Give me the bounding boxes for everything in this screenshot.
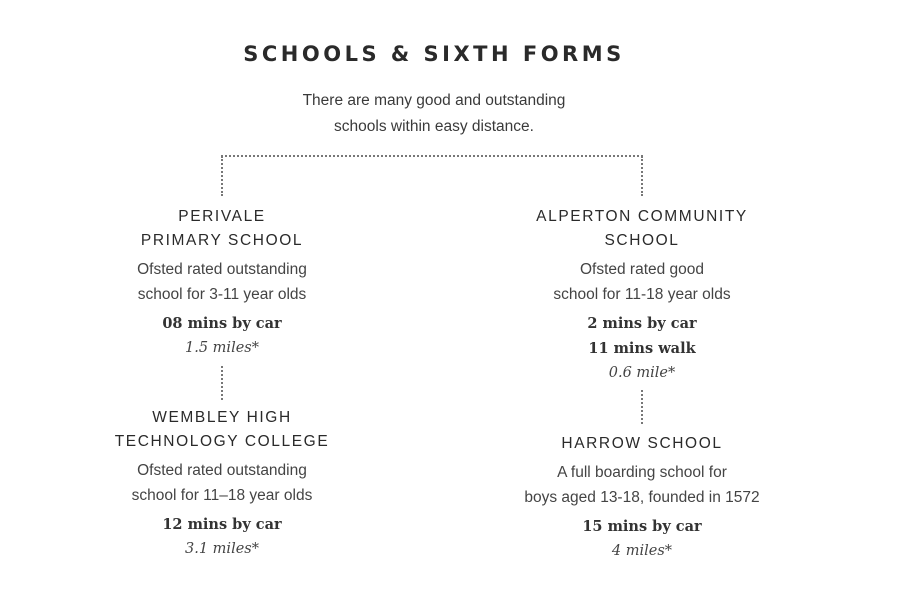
school-description-line: school for 11–18 year olds — [131, 487, 313, 504]
top-connector — [221, 155, 643, 157]
school-name-line: ALPERTON COMMUNITY — [536, 208, 748, 225]
school-name-line: PERIVALE — [178, 208, 266, 225]
school-name-line: PRIMARY SCHOOL — [140, 232, 304, 249]
left-branch-connector — [221, 156, 223, 196]
distance: 3.1 miles* — [185, 541, 259, 557]
distance: 1.5 miles* — [185, 340, 259, 356]
intro-line-1: There are many good and outstanding — [302, 92, 566, 109]
travel-time: 11 mins walk — [588, 340, 696, 357]
school-description-line: A full boarding school for — [557, 464, 727, 481]
school-name-line: WEMBLEY HIGH — [152, 409, 292, 426]
school-description-line: boys aged 13-18, founded in 1572 — [524, 489, 760, 506]
school-description-line: school for 11-18 year olds — [553, 286, 731, 303]
intro-line-2: schools within easy distance. — [334, 118, 534, 135]
page-title: SCHOOLS & SIXTH FORMS — [243, 42, 625, 66]
school-description-line: Ofsted rated outstanding — [137, 462, 307, 479]
travel-time: 12 mins by car — [162, 516, 282, 533]
right-column-connector — [641, 390, 643, 424]
travel-time: 08 mins by car — [162, 315, 282, 332]
right-branch-connector — [641, 156, 643, 196]
school-name-line: SCHOOL — [604, 232, 680, 249]
school-perivale — [62, 205, 382, 361]
travel-time: 2 mins by car — [587, 315, 697, 332]
distance: 4 miles* — [611, 543, 673, 559]
school-description-line: Ofsted rated outstanding — [137, 261, 307, 278]
school-name-line: TECHNOLOGY COLLEGE — [114, 433, 330, 450]
school-description-line: Ofsted rated good — [579, 261, 705, 278]
school-alperton-community — [482, 205, 802, 386]
school-description-line: school for 3-11 year olds — [137, 286, 307, 303]
travel-time: 15 mins by car — [582, 518, 702, 535]
distance: 0.6 mile* — [608, 365, 676, 381]
school-harrow — [482, 432, 802, 564]
school-name-line: HARROW SCHOOL — [561, 435, 723, 452]
school-wembley-high — [62, 406, 382, 562]
left-column-connector — [221, 366, 223, 400]
